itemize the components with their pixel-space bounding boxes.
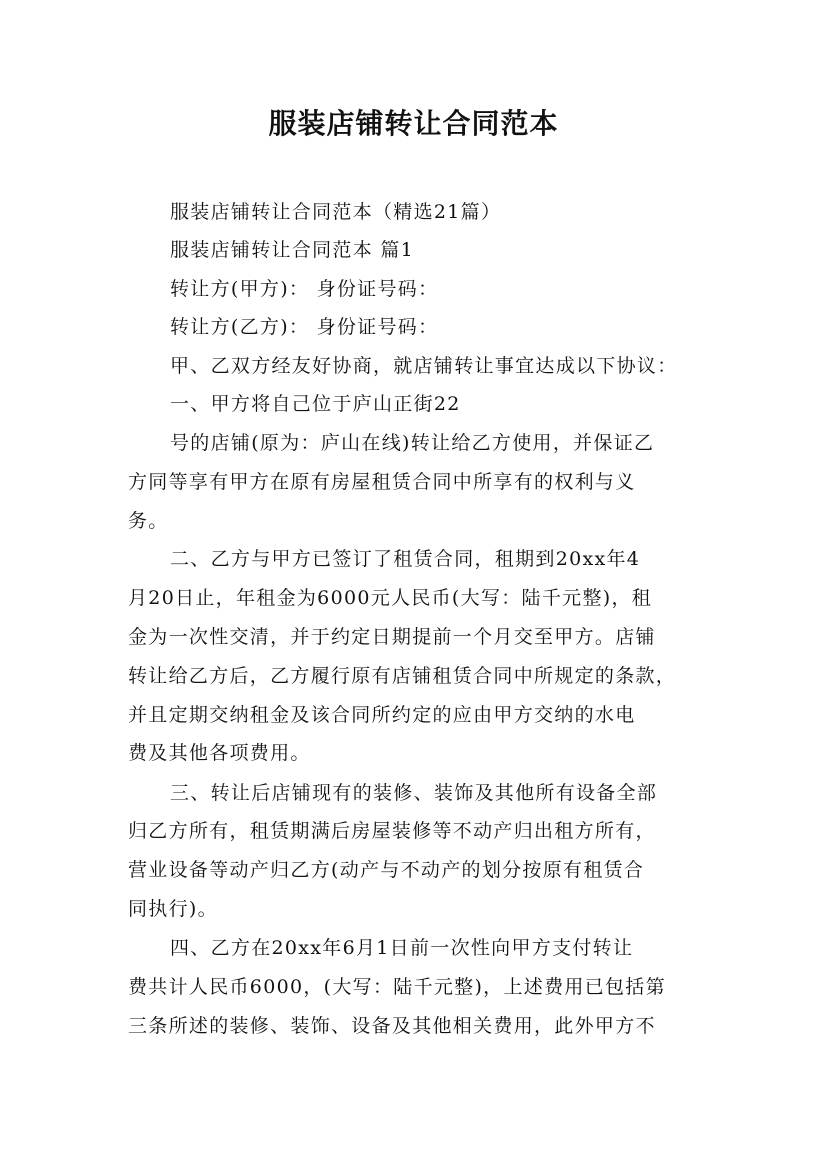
- clause-2-line-5: 并且定期交纳租金及该合同所约定的应由甲方交纳的水电: [128, 704, 636, 726]
- clause-3-line-1: 三、转让后店铺现有的装修、装饰及其他所有设备全部: [170, 782, 658, 804]
- party-b-line: 转让方(乙方)： 身份证号码：: [170, 316, 439, 338]
- subtitle-line: 服装店铺转让合同范本（精选21篇）: [170, 201, 502, 223]
- document-title: 服装店铺转让合同范本: [268, 107, 559, 140]
- section-heading: 服装店铺转让合同范本 篇1: [170, 239, 415, 261]
- clause-3-line-3: 营业设备等动产归乙方(动产与不动产的划分按原有租赁合: [128, 859, 645, 881]
- clause-3-line-2: 归乙方所有，租赁期满后房屋装修等不动产归出租方所有，: [128, 820, 656, 842]
- party-a-line: 转让方(甲方)： 身份证号码：: [170, 278, 439, 300]
- clause-2-line-3: 金为一次性交清，并于约定日期提前一个月交至甲方。店铺: [128, 626, 656, 648]
- clause-1-line-1: 一、甲方将自己位于庐山正街22: [170, 393, 461, 415]
- clause-2-line-6: 费及其他各项费用。: [128, 742, 311, 764]
- clause-1-line-3: 方同等享有甲方在原有房屋租赁合同中所享有的权利与义: [128, 471, 636, 493]
- clause-1-line-2: 号的店铺(原为：庐山在线)转让给乙方使用，并保证乙: [170, 432, 655, 454]
- clause-2-line-1: 二、乙方与甲方已签订了租赁合同，租期到20xx年4: [170, 548, 641, 570]
- clause-2-line-2: 月20日止，年租金为6000元人民币(大写：陆千元整)，租: [128, 587, 653, 609]
- clause-1-line-4: 务。: [128, 510, 169, 532]
- clause-2-line-4: 转让给乙方后，乙方履行原有店铺租赁合同中所规定的条款，: [128, 665, 677, 687]
- clause-4-line-3: 三条所述的装修、装饰、设备及其他相关费用，此外甲方不: [128, 1015, 656, 1037]
- clause-4-line-2: 费共计人民币6000，(大写：陆千元整)，上述费用已包括第: [128, 976, 666, 998]
- clause-3-line-4: 同执行)。: [128, 898, 218, 920]
- clause-4-line-1: 四、乙方在20xx年6月1日前一次性向甲方支付转让: [170, 937, 634, 959]
- agreement-intro-line: 甲、乙双方经友好协商，就店铺转让事宜达成以下协议：: [170, 355, 678, 377]
